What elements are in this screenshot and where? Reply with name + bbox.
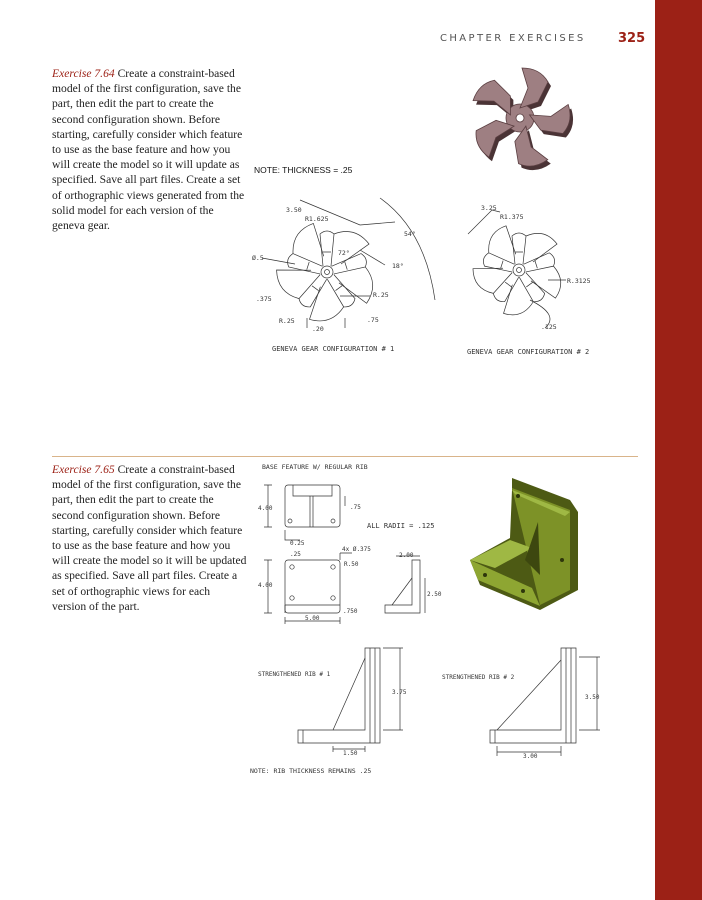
exercise-7-64-label: Exercise 7.64 [52, 67, 115, 80]
svg-text:4x Ø.375: 4x Ø.375 [342, 546, 371, 553]
bracket-render [470, 478, 578, 610]
svg-text:3.50: 3.50 [286, 206, 302, 214]
svg-text:R1.625: R1.625 [305, 215, 329, 223]
config-1-dimensions [252, 206, 416, 353]
rib-2-width: 3.00 [523, 753, 538, 760]
rib-2-title: STRENGTHENED RIB # 2 [442, 674, 515, 681]
svg-text:5.00: 5.00 [305, 615, 320, 622]
thickness-note: NOTE: THICKNESS = .25 [254, 165, 353, 175]
rib-2-height: 3.50 [585, 694, 600, 701]
exercise-7-65-label: Exercise 7.65 [52, 463, 115, 476]
svg-text:2.50: 2.50 [427, 591, 442, 598]
geneva-gear-render [468, 68, 579, 179]
svg-text:.750: .750 [343, 608, 358, 615]
svg-text:.25: .25 [290, 551, 301, 558]
bracket-top-view [264, 485, 345, 540]
strengthened-rib-2 [490, 648, 600, 756]
bracket-side-view [385, 556, 425, 613]
svg-text:Ø.5: Ø.5 [252, 254, 264, 262]
svg-text:.125: .125 [541, 323, 557, 331]
geneva-gear-config-1 [262, 198, 435, 330]
svg-text:54°: 54° [404, 230, 416, 238]
running-head: CHAPTER EXERCISES [440, 33, 586, 44]
geneva-gear-config-2 [467, 210, 566, 328]
svg-text:4.00: 4.00 [258, 582, 273, 589]
svg-text:.375: .375 [256, 295, 272, 303]
svg-text:.20: .20 [312, 325, 324, 333]
config-1-title: GENEVA GEAR CONFIGURATION # 1 [272, 345, 395, 353]
exercise-7-65-text: Exercise 7.65 Create a constraint-based model of the first configuration, save the part, then edit the part to create the second configuration shown. Before starting, carefully consider which feature to use as the base feature and how you will create the model so it will be updated as specified. Save all part files. Create a set of orthographic views for each version of the part. [52, 463, 247, 613]
svg-text:18°: 18° [392, 262, 404, 270]
svg-text:.75: .75 [367, 316, 379, 324]
svg-text:72°: 72° [338, 249, 350, 257]
config-2-dimensions [467, 204, 591, 356]
svg-text:R1.375: R1.375 [500, 213, 524, 221]
page-number: 325 [618, 31, 646, 46]
rib-1-height: 3.75 [392, 689, 407, 696]
base-feature-title: BASE FEATURE W/ REGULAR RIB [262, 463, 368, 471]
bracket-front-view [264, 553, 352, 624]
svg-text:0.25: 0.25 [290, 540, 305, 547]
all-radii-note: ALL RADII = .125 [367, 522, 435, 530]
exercise-7-64-text: Exercise 7.64 Create a constraint-based model of the first configuration, save the part, then edit the part to create the second configuration shown. Before starting, carefully consider which feature to use as the base feature and how you will create the model so it will update as specified. Save all part files. Create a set of orthographic views generated from the solid model for each version of the geneva gear. [52, 67, 245, 233]
rib-1-width: 1.50 [343, 750, 358, 757]
svg-text:4.00: 4.00 [258, 505, 273, 512]
strengthened-rib-1 [298, 648, 403, 752]
svg-text:R.50: R.50 [344, 561, 359, 568]
svg-text:R.3125: R.3125 [567, 277, 591, 285]
svg-text:3.25: 3.25 [481, 204, 497, 212]
rib-thickness-note: NOTE: RIB THICKNESS REMAINS .25 [250, 767, 372, 775]
svg-text:.75: .75 [350, 504, 361, 511]
svg-text:R.25: R.25 [373, 291, 389, 299]
config-2-title: GENEVA GEAR CONFIGURATION # 2 [467, 348, 590, 356]
svg-text:R.25: R.25 [279, 317, 295, 325]
rib-1-title: STRENGTHENED RIB # 1 [258, 671, 331, 678]
svg-text:2.00: 2.00 [399, 552, 414, 559]
